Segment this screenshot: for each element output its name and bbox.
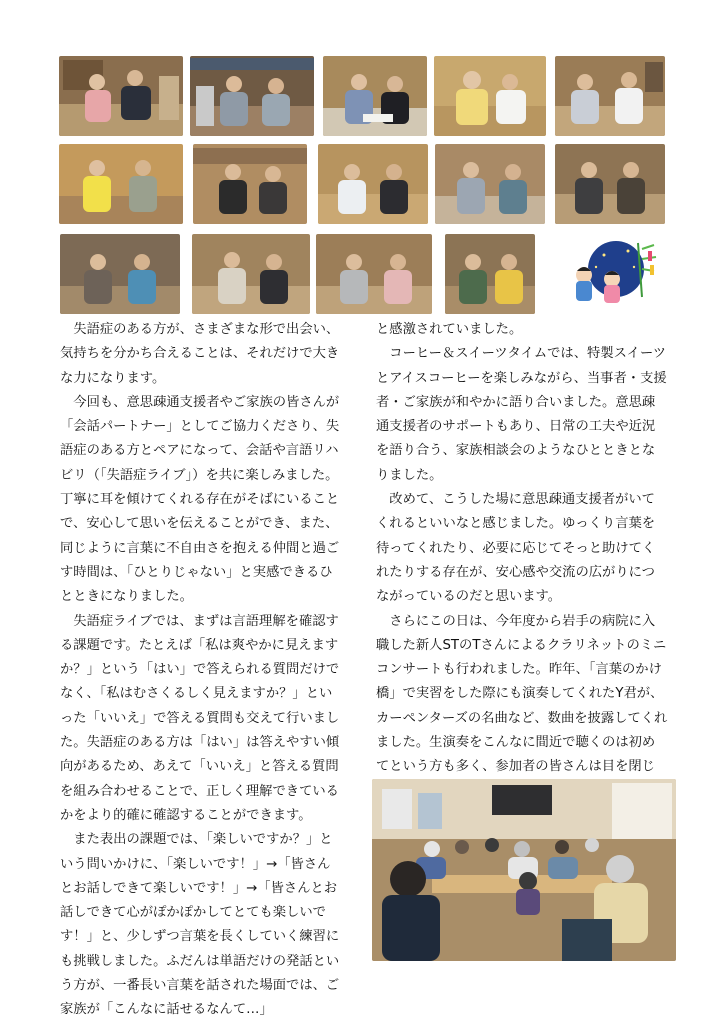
paragraph-supporters: 改めて、こうした場に意思疎通支援者がいてくれるといいなと感じました。ゆっくり言葉を待ってくれたり、必要に応じてそっと助けてくれたりする存在が、安心感や交流の広がりにつながっているのだと思います。 [376, 492, 656, 605]
paragraph-conversation-partner: 今回も、意思疎通支援者やご家族の皆さんが「会話パートナー」としてご協力くださり、失語症のある方とペアになって、会話や言語リハビリ（「失語症ライブ」）を共に楽しみました。丁寧に耳を傾けてくれる存在がそばにいることで、安心して思いを伝えることができ、また、同じように言葉に不自由さを抱える仲間と過ごす時間は、「ひとりじゃない」と実感できるひとときになりました。 [60, 394, 340, 605]
group-conversation-photo-4 [434, 56, 546, 136]
group-conversation-photo-3 [323, 56, 427, 136]
paragraph-comprehension-task: 失語症ライブでは、まずは言語理解を確認する課題です。たとえば「私は爽やかに見えますか？」という「はい」で答えられる質問だけでなく、「私はむさくるしく見えますか？」といった「いいえ」で答える質問も交えて行いました。失語症のある方は「はい」は答えやすい傾向があるため、あえて「いいえ」と答える質問を組み合わせることで、正しく理解できているかをより的確に確認することができます。 [60, 613, 340, 823]
group-conversation-photo-1 [59, 56, 183, 136]
mini-concert-audience-photo [372, 779, 676, 961]
group-conversation-photo-11 [60, 234, 180, 314]
group-conversation-photo-7 [193, 144, 307, 224]
paragraph-clarinet-concert: さらにこの日は、今年度から岩手の病院に入職した新人STのTさんによるクラリネットのミニコンサートも行われました。昨年、「言葉のかけ橋」で実習をした際にも演奏してくれたY君が、カーペンターズの名曲など、数曲を披露してくれました。生演奏をこんなに間近で聴くのは初めてという方も多く、参加者の皆さんは目を閉じ [376, 613, 668, 775]
group-conversation-photo-8 [318, 144, 428, 224]
group-conversation-photo-12 [192, 234, 310, 314]
paragraph-coffee-time: コーヒー＆スイーツタイムでは、特製スイーツとアイスコーヒーを楽しみながら、当事者・支援者・ご家族が和やかに語り合いました。意思疎通支援者のサポートもあり、日常の工夫や近況を語り合う、家族相談会のようなひとときとなりました。 [376, 346, 667, 483]
paragraph-intro: 失語症のある方が、さまざまな形で出会い、気持ちを分かち合えることは、それだけで大きな力になります。 [60, 322, 340, 386]
group-conversation-photo-5 [555, 56, 665, 136]
article-left-column [60, 318, 342, 1023]
tanabata-illustration [568, 237, 658, 307]
group-conversation-photo-14 [445, 234, 535, 314]
article-right-column [376, 318, 668, 828]
group-conversation-photo-9 [435, 144, 545, 224]
group-conversation-photo-6 [59, 144, 183, 224]
group-conversation-photo-2 [190, 56, 314, 136]
group-conversation-photo-10 [555, 144, 665, 224]
paragraph-continuation: と感激されていました。 [376, 322, 523, 337]
paragraph-expression-task: また表出の課題では、「楽しいですか？」という問いかけに、「楽しいです！」→「皆さんとお話しできて楽しいです！」→「皆さんとお話しできて心がぽかぽかしてとても楽しいです！」と、少しずつ言葉を長くしていく練習にも挑戦しました。ふだんは単語だけの発話という方が、一番長い言葉を話された場面では、ご家族が「こんなに話せるなんて…」 [60, 832, 340, 1018]
group-conversation-photo-13 [316, 234, 432, 314]
